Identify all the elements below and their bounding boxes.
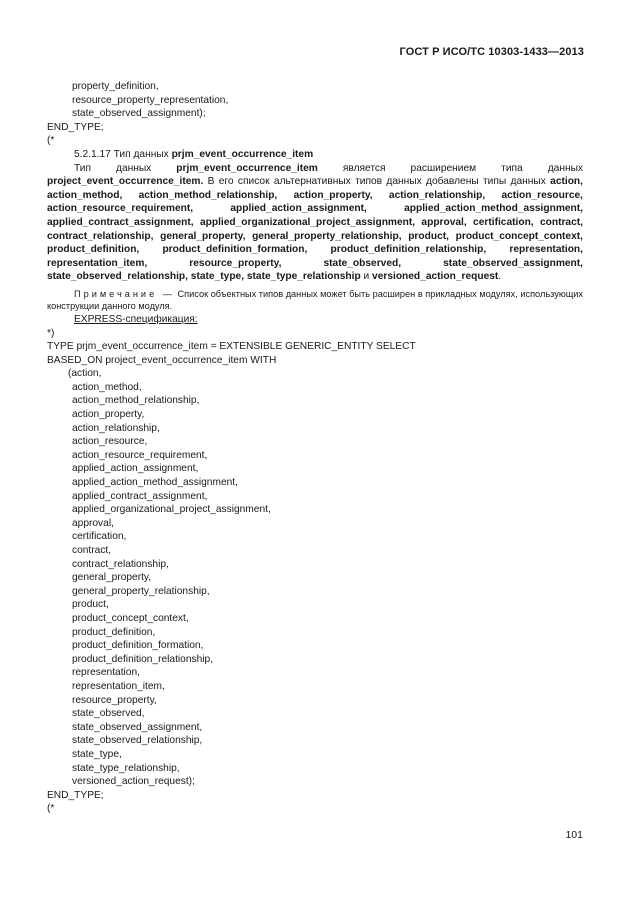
code-list-item: representation, [72, 667, 140, 679]
code-list-item: product_definition_relationship, [72, 653, 214, 665]
code-list-item: product_definition_formation, [72, 640, 204, 652]
code-list-item: action_resource_requirement, [72, 449, 208, 461]
code-list-item: contract, [72, 545, 112, 556]
code-list-item: applied_action_assignment, [72, 463, 199, 475]
code-list-item: action_method, [72, 381, 142, 393]
based-on-line: BASED_ON project_event_occurrence_item WITH [47, 354, 277, 366]
end-type-bottom: END_TYPE; [47, 789, 104, 801]
document-header: ГОСТ Р ИСО/ТС 10303-1433—2013 [399, 46, 584, 58]
select-first-item: (action, [68, 368, 102, 380]
para-bold-1: prjm_event_occurrence_item [176, 162, 318, 174]
code-list-item: applied_action_method_assignment, [72, 477, 238, 489]
code-list-item: resource_property_representation, [72, 94, 229, 106]
code-list-item: product_concept_context, [72, 612, 189, 624]
para-text-2: является расширением типа данных [317, 162, 583, 174]
page-content [47, 80, 583, 816]
code-list-item: versioned_action_request); [72, 776, 195, 788]
code-list-item: property_definition, [72, 81, 159, 92]
code-list-item: approval, [72, 517, 114, 529]
para-bold-2: project_event_occurrence_item. [47, 176, 204, 188]
code-list-item: applied_contract_assignment, [72, 490, 208, 502]
code-list-item: general_property_relationship, [72, 585, 210, 597]
code-list-item: general_property, [72, 572, 152, 584]
code-list-item: state_type_relationship, [72, 762, 180, 774]
end-type-top: END_TYPE; [47, 121, 104, 133]
code-list-item: state_type, [72, 748, 122, 760]
code-list-item: action_method_relationship, [72, 395, 200, 407]
comment-close: *) [47, 327, 55, 339]
para-text-3: В его список альтернативных типов данных добавлены типы данных [203, 176, 551, 188]
note-text: Список объектных типов данных может быть расширен в прикладных модулях, использующих конструкции данного модуля. [47, 288, 583, 311]
section-number: 5.2.1.17 Тип данных [74, 148, 172, 160]
code-list-item: action_relationship, [72, 422, 160, 434]
code-list-item: applied_organizational_project_assignment, [72, 504, 271, 516]
code-list-item: state_observed_assignment, [72, 721, 203, 733]
section-name: prjm_event_occurrence_item [171, 148, 314, 160]
code-list-item: state_observed_relationship, [72, 735, 203, 747]
code-list-item: contract_relationship, [72, 558, 169, 570]
code-list-item: representation_item, [72, 680, 165, 692]
code-list-item: product_definition, [72, 626, 156, 638]
para-bold-3: action, action_method, action_method_relationship, action_property, action_relationship, action_resource, action_resource_requirement, applied_action_assignment, applied_action_method_assignment, applied_contract_assignment, applied_organizational_project_assignment, approval, certification, contract, contract_relationship, general_property, general_property_relationship, product, product_concept_context, product_definition, product_definition_formation, product_definition_relationship, representation, representation_item, resource_property, state_observed, state_observed_assignment, state_observed_relationship, state_type, state_type_relationship [47, 176, 583, 283]
comment-open-bottom: (* [47, 803, 55, 815]
code-list-item: state_observed_assignment); [72, 108, 206, 120]
description-paragraph [47, 162, 583, 284]
page-number: 101 [565, 829, 583, 841]
code-list-item: action_property, [72, 409, 145, 421]
top-code-items [47, 80, 583, 121]
comment-open-top: (* [47, 135, 55, 147]
note-block [47, 288, 583, 312]
note-lead: Примечание — [74, 288, 175, 299]
express-label: EXPRESS-спецификация: [74, 313, 198, 325]
para-text-4: и [360, 271, 373, 283]
code-list-item: resource_property, [72, 694, 157, 706]
para-text-5: . [498, 271, 502, 283]
para-text-1: Тип данных [74, 162, 177, 174]
code-list-item: certification, [72, 531, 127, 543]
section-heading [47, 148, 583, 162]
para-bold-4: versioned_action_request [372, 271, 499, 283]
code-list-item: product, [72, 599, 109, 611]
code-list-item: action_resource, [72, 436, 148, 448]
type-declaration: TYPE prjm_event_occurrence_item = EXTENSIBLE GENERIC_ENTITY SELECT [47, 341, 416, 353]
code-list-item: state_observed, [72, 708, 145, 720]
select-items-list [47, 381, 583, 789]
